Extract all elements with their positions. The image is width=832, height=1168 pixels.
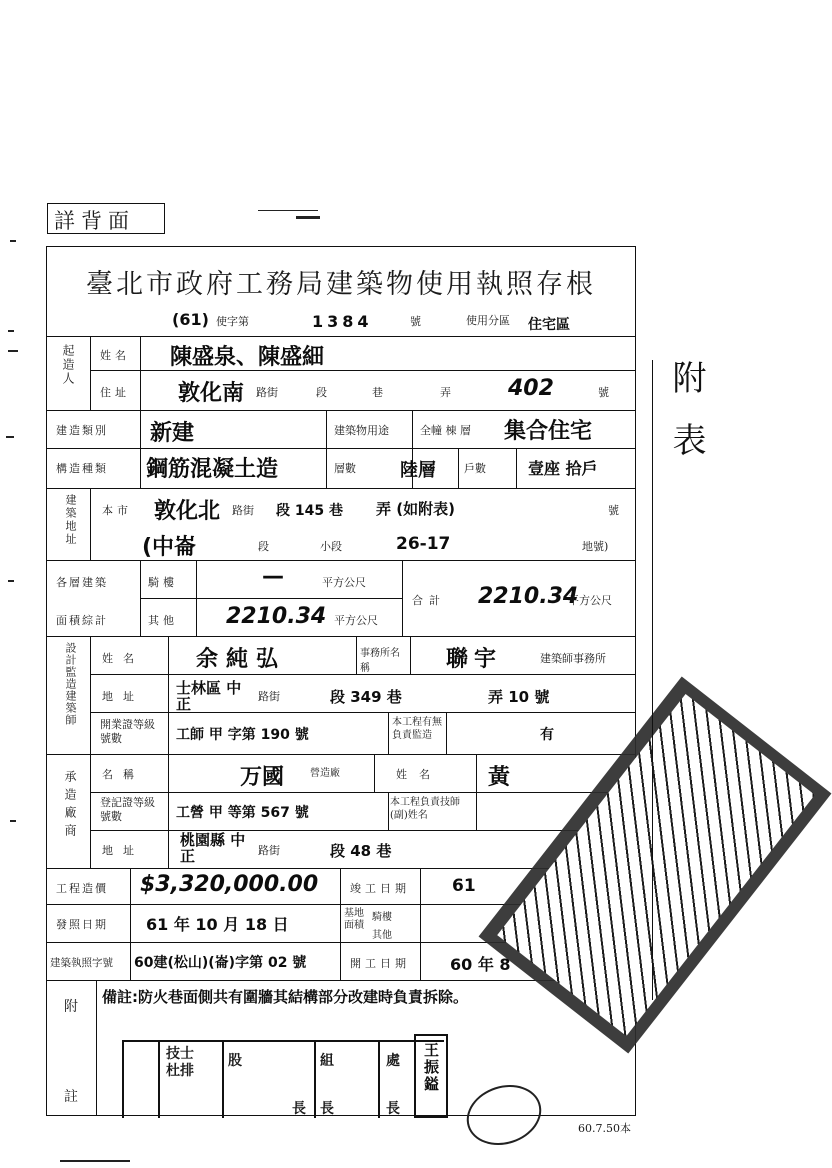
applicant-seg-unit: 段 xyxy=(316,386,327,399)
rule-6 xyxy=(46,560,636,561)
base-other-label: 其他 xyxy=(372,930,392,941)
designer-reg-value: 工師 甲 字第 190 號 xyxy=(176,727,309,743)
area-total-value: 2210.34 xyxy=(478,584,579,609)
area-arcade-label: 騎樓 xyxy=(148,576,178,589)
rule-5 xyxy=(46,488,636,489)
zone-label: 使用分區 xyxy=(466,314,510,327)
col-mid-3 xyxy=(458,448,459,488)
area-total-label: 合計 xyxy=(412,594,446,607)
col-group xyxy=(90,336,91,410)
margin-mark-4 xyxy=(6,436,14,438)
applicant-name-label: 姓名 xyxy=(100,349,130,362)
signoff-cell-1: 技士杜排 xyxy=(166,1046,194,1079)
contractor-tech-label: 本工程負責技師(副)姓名 xyxy=(390,797,460,821)
designer-office-label: 事務所名稱 xyxy=(360,648,400,674)
col-area xyxy=(140,560,141,636)
contractor-person-label: 姓名 xyxy=(396,768,442,781)
area-label-2: 面積綜計 xyxy=(56,614,108,627)
designer-name-value: 余純弘 xyxy=(196,647,287,672)
area-other-unit: 平方公尺 xyxy=(334,614,378,627)
signoff-grid xyxy=(122,1040,444,1118)
margin-mark-2 xyxy=(8,330,14,332)
building-struct-label: 構造種類 xyxy=(56,462,108,475)
signoff-cell-2: 股 xyxy=(228,1053,242,1069)
site-city: 本市 xyxy=(102,504,132,517)
col-contr-4 xyxy=(476,792,477,830)
start-label: 開工日期 xyxy=(350,957,410,970)
applicant-addr-no: 402 xyxy=(508,376,554,401)
site-subseg-unit: 小段 xyxy=(320,540,342,553)
applicant-group-label: 起造人 xyxy=(61,344,75,386)
permit-label: 建築執照字號 xyxy=(50,957,113,969)
permit-number: 1384 xyxy=(312,312,373,331)
start-value: 60 年 8 xyxy=(450,955,511,974)
site-alley-note: 弄 (如附表) xyxy=(376,500,455,518)
designer-supervisor-label: 本工程有無負責監造 xyxy=(392,717,442,741)
back-side-tag xyxy=(47,203,165,234)
side-text: 附表 xyxy=(666,360,706,484)
col-contr xyxy=(374,754,375,792)
applicant-name-value: 陳盛泉、陳盛細 xyxy=(170,345,325,370)
site-seg-unit: 段 xyxy=(258,540,269,553)
contractor-name-suffix: 營造廠 xyxy=(310,768,340,779)
site-no-unit: 號 xyxy=(608,504,619,517)
complete-value: 61 xyxy=(452,876,476,896)
margin-mark-5 xyxy=(8,580,14,582)
notes-label-2: 註 xyxy=(64,1089,78,1105)
contractor-reg-label: 登記證等級號數 xyxy=(100,796,155,823)
rule-8 xyxy=(46,636,636,637)
signoff-cell-3: 長 xyxy=(292,1101,306,1117)
designer-supervisor-value: 有 xyxy=(540,727,554,743)
designer-group-label: 設計監造建築師 xyxy=(64,642,77,726)
contractor-addr-road: 桃園縣 中正 xyxy=(180,831,246,865)
col-mid-4 xyxy=(516,448,517,488)
signoff-cell-7: 長 xyxy=(386,1101,400,1117)
col-group-3 xyxy=(90,636,91,868)
site-group-label: 建築地址 xyxy=(64,494,77,546)
issue-value: 61 年 10 月 18 日 xyxy=(146,915,289,934)
rule-12 xyxy=(90,792,636,793)
building-type-label: 建造類別 xyxy=(56,424,108,437)
building-floors-label: 層數 xyxy=(334,462,356,475)
rule-7 xyxy=(140,598,402,599)
building-floors-value: 陸層 xyxy=(400,460,436,481)
building-units-label: 戶數 xyxy=(464,462,486,475)
base-label: 基地面積 xyxy=(344,908,364,931)
col-group-2 xyxy=(90,488,91,560)
col-bottom-2 xyxy=(340,868,341,980)
col-designer-4 xyxy=(446,712,447,754)
permit-prefix: 使字第 xyxy=(216,315,249,328)
designer-road-unit: 路街 xyxy=(258,690,280,703)
form-title: 臺北市政府工務局建築物使用執照存根 xyxy=(86,269,596,300)
designer-addr-road: 士林區 中正 xyxy=(176,679,242,713)
contractor-reg-value: 工營 甲 等第 567 號 xyxy=(176,805,309,821)
building-units-value: 壹座 拾戶 xyxy=(528,459,598,478)
col-designer-3 xyxy=(388,712,389,754)
building-struct-value: 鋼筋混凝土造 xyxy=(146,457,279,482)
cost-value: $3,320,000.00 xyxy=(140,872,319,897)
top-scan-marks xyxy=(258,210,338,222)
contractor-person-value: 黃 xyxy=(488,765,511,790)
margin-mark-6 xyxy=(10,820,16,822)
base-arcade-label: 騎樓 xyxy=(372,912,392,923)
signoff-cell-6: 處 xyxy=(386,1053,400,1069)
col-sublabel-2 xyxy=(140,410,141,488)
rule-3 xyxy=(46,410,636,411)
cost-label: 工程造價 xyxy=(56,882,108,895)
rule-9 xyxy=(90,674,636,675)
col-notes xyxy=(96,980,97,1116)
col-designer xyxy=(356,636,357,674)
area-arcade-value: — xyxy=(262,564,284,589)
area-label-1: 各層建築 xyxy=(56,576,108,589)
contractor-name-value: 万國 xyxy=(240,765,285,790)
site-seg-lane: 段 145 巷 xyxy=(276,503,343,519)
building-use-floors: 全幢 棟 層 xyxy=(420,424,471,437)
rule-4 xyxy=(46,448,636,449)
permit-suffix: 號 xyxy=(410,315,421,328)
rule-10 xyxy=(90,712,636,713)
margin-mark-1 xyxy=(10,240,16,242)
side-bleed-strip xyxy=(648,360,832,1000)
area-other-value: 2210.34 xyxy=(226,604,327,629)
issue-label: 發照日期 xyxy=(56,918,108,931)
col-area-b xyxy=(196,560,197,636)
site-road: 敦化北 xyxy=(154,499,221,524)
designer-office-value: 聯宇 xyxy=(446,647,503,672)
building-use-value: 集合住宅 xyxy=(504,419,593,444)
col-mid xyxy=(326,410,327,488)
notes-text: 備註:防火巷面側共有圍牆其結構部分改建時負責拆除。 xyxy=(102,988,469,1006)
contractor-group-label: 承造廠商 xyxy=(63,770,77,842)
col-contr-3 xyxy=(388,792,389,830)
site-district: (中崙 xyxy=(142,535,197,560)
site-lot-unit: 地號) xyxy=(582,540,609,553)
rule-11 xyxy=(46,754,636,755)
contractor-addr-label: 地址 xyxy=(102,844,144,857)
col-bottom-3 xyxy=(420,868,421,980)
complete-label: 竣工日期 xyxy=(350,882,410,895)
designer-addr-lane: 段 349 巷 xyxy=(330,688,402,706)
col-person xyxy=(168,636,169,868)
col-sublabel xyxy=(140,336,141,410)
designer-addr-label: 地址 xyxy=(102,690,144,703)
building-use-label: 建築物用途 xyxy=(334,424,389,437)
margin-mark-3 xyxy=(8,350,18,352)
designer-name-label: 姓名 xyxy=(102,652,144,665)
area-total-unit: 平方公尺 xyxy=(568,594,612,607)
col-contr-2 xyxy=(476,754,477,792)
applicant-no-unit: 號 xyxy=(598,386,609,399)
area-arcade-unit: 平方公尺 xyxy=(322,576,366,589)
chief-seal xyxy=(414,1034,448,1118)
contractor-name-label: 名稱 xyxy=(102,768,144,781)
notes-label-1: 附 xyxy=(64,999,78,1015)
back-side-tag-text: 詳背面 xyxy=(54,209,135,233)
permit-year: (61) xyxy=(172,310,209,329)
col-designer-2 xyxy=(410,636,411,674)
signoff-cell-5: 長 xyxy=(320,1101,334,1117)
permit-value: 60建(松山)(崙)字第 02 號 xyxy=(134,955,307,971)
bottom-rule xyxy=(60,1160,130,1162)
chief-seal-text: 王振鎰 xyxy=(422,1042,440,1093)
signoff-cell-4: 組 xyxy=(320,1053,334,1069)
applicant-addr-label: 住址 xyxy=(100,386,130,399)
applicant-lane-unit: 巷 xyxy=(372,386,383,399)
col-area-c xyxy=(402,560,403,636)
designer-addr-no: 弄 10 號 xyxy=(488,688,550,706)
footer-note: 60.7.50本 xyxy=(578,1122,631,1135)
area-other-label: 其他 xyxy=(148,614,178,627)
applicant-addr-road: 敦化南 xyxy=(178,381,245,406)
designer-office-suffix: 建築師事務所 xyxy=(540,652,606,665)
rule-13 xyxy=(90,830,636,831)
applicant-road-unit: 路街 xyxy=(256,386,278,399)
contractor-addr-lane: 段 48 巷 xyxy=(330,842,392,860)
site-lot-no: 26-17 xyxy=(396,534,451,554)
contractor-road-unit: 路街 xyxy=(258,844,280,857)
site-road-unit: 路街 xyxy=(232,504,254,517)
col-bottom xyxy=(130,868,131,980)
designer-reg-label: 開業證等級號數 xyxy=(100,718,155,745)
zone-value: 住宅區 xyxy=(528,317,570,333)
rule-1 xyxy=(46,336,636,337)
building-type-value: 新建 xyxy=(150,421,195,446)
applicant-alley-unit: 弄 xyxy=(440,386,451,399)
